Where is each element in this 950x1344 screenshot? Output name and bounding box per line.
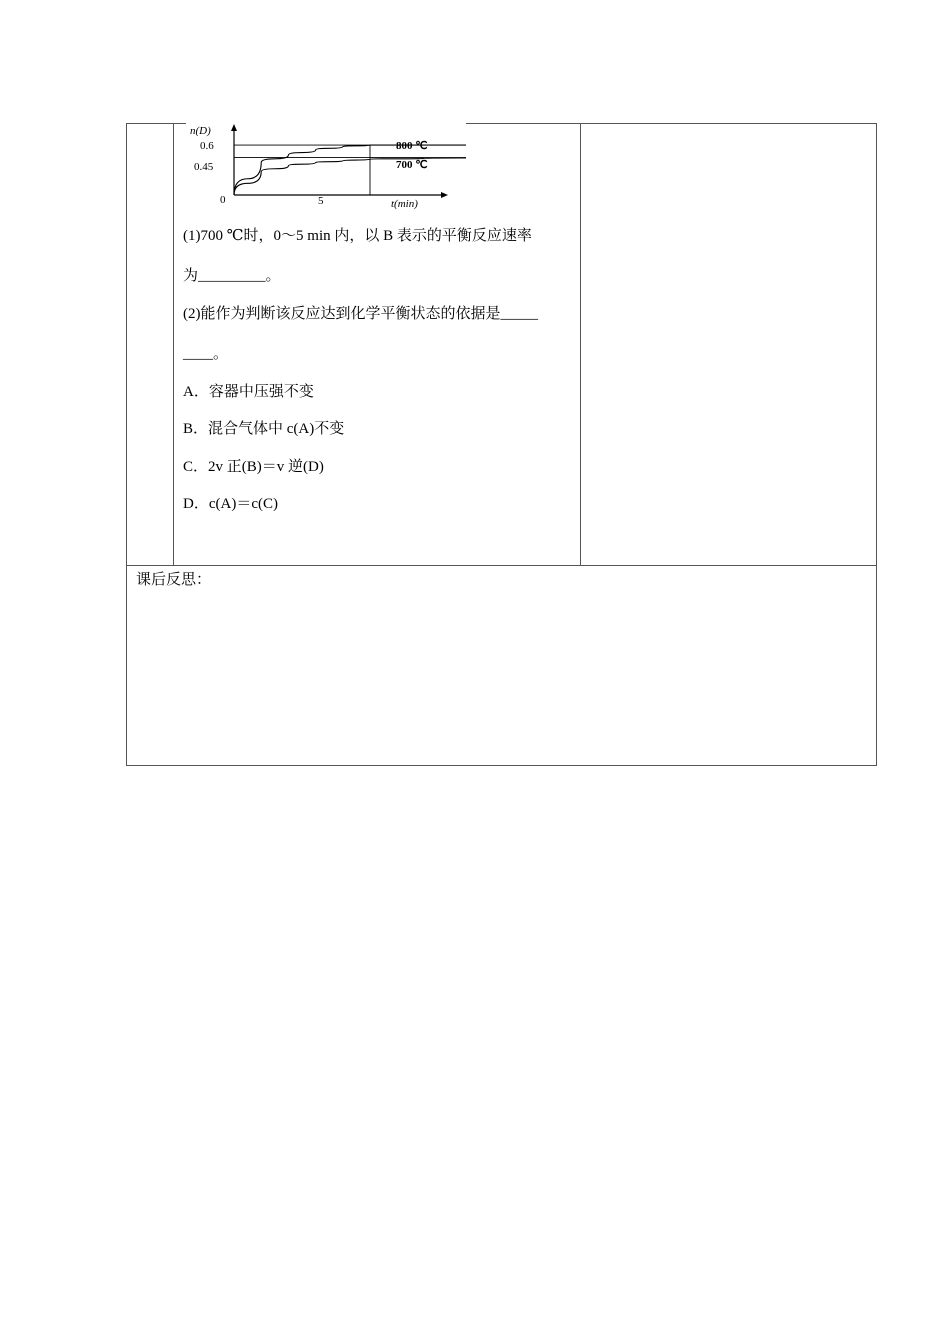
option-a: A．容器中压强不变: [183, 384, 314, 400]
question-1-line-2: 为_________。: [183, 268, 281, 284]
question-2-line-2: ____。: [183, 346, 229, 362]
column-divider-1: [173, 123, 174, 566]
option-b: B．混合气体中 c(A)不变: [183, 421, 345, 437]
series-line-700: [234, 158, 466, 195]
x-tick-label-5: 5: [318, 195, 324, 207]
option-c: C．2v 正(B)＝v 逆(D): [183, 459, 324, 475]
y-tick-label-06: 0.6: [200, 140, 214, 152]
document-table: [126, 123, 876, 765]
x-axis-arrow: [441, 192, 448, 198]
y-tick-label-045: 0.45: [194, 161, 214, 173]
reflection-label: 课后反思：: [136, 572, 212, 588]
option-d: D．c(A)＝c(C): [183, 496, 278, 512]
question-1-line-1: (1)700 ℃时，0～5 min 内，以 B 表示的平衡反应速率: [183, 228, 532, 244]
nd-time-graph: [186, 123, 466, 213]
curve-label-800: 800 ℃: [396, 140, 428, 152]
table-right-border: [876, 123, 877, 766]
series-line-800: [234, 145, 466, 195]
y-axis-label: n(D): [190, 125, 211, 137]
column-divider-2: [580, 123, 581, 566]
table-left-border: [126, 123, 127, 766]
x-axis-label: t(min): [391, 198, 418, 210]
table-bottom-border: [126, 765, 877, 766]
table-middle-border: [126, 565, 877, 566]
question-2-line-1: (2)能作为判断该反应达到化学平衡状态的依据是_____: [183, 306, 538, 322]
origin-label: 0: [220, 194, 226, 206]
curve-label-700: 700 ℃: [396, 159, 428, 171]
